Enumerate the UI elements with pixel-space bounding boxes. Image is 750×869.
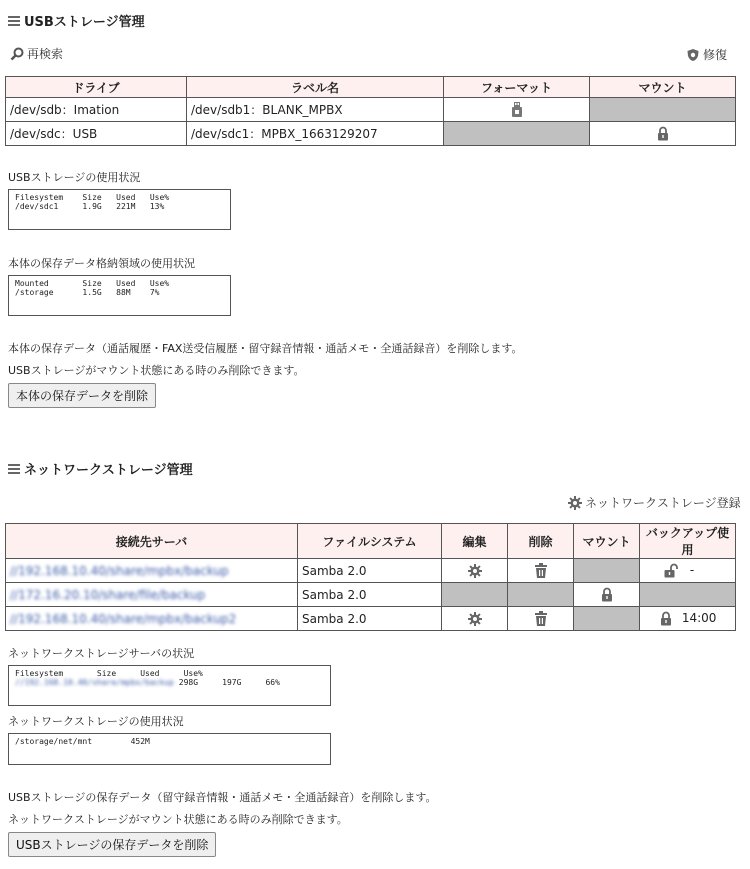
- server-status-values: 298G 197G 66%: [178, 678, 280, 687]
- trash-icon[interactable]: [534, 611, 548, 625]
- mount-cell: [590, 122, 736, 146]
- edit-cell: [442, 607, 508, 631]
- backup-time: -: [689, 563, 695, 577]
- usb-drive-table: [5, 76, 736, 146]
- delete-cell: [508, 607, 574, 631]
- search-icon: [10, 46, 24, 61]
- fs-cell: Samba 2.0: [298, 607, 442, 631]
- server-cell: //172.16.20.10/share/file/backup: [6, 583, 298, 607]
- server-status-path: //192.168.10.40/share/mpbx/backup: [15, 678, 174, 687]
- format-cell: [444, 98, 590, 122]
- col-server: 接続先サーバ: [6, 524, 298, 559]
- delete-cell: [508, 559, 574, 583]
- col-backup: バックアップ使用: [640, 524, 736, 559]
- gear-icon[interactable]: [468, 611, 482, 625]
- col-filesystem: ファイルシステム: [298, 524, 442, 559]
- usb-usage-box: Filesystem Size Used Use% /dev/sdc1 1.9G 221M 13%: [8, 189, 231, 230]
- delete-note-2: USBストレージがマウント状態にある時のみ削除できます。: [8, 364, 305, 377]
- lock-icon[interactable]: [657, 126, 669, 140]
- table-row: [6, 583, 736, 607]
- col-mount: マウント: [590, 77, 736, 98]
- network-delete-note-2: ネットワークストレージがマウント状態にある時のみ削除できます。: [8, 813, 348, 826]
- network-section-title: ネットワークストレージ管理: [8, 459, 193, 478]
- fs-cell: Samba 2.0: [298, 559, 442, 583]
- col-format: フォーマット: [444, 77, 590, 98]
- gear-icon[interactable]: [468, 563, 482, 577]
- usb-section-title: USBストレージ管理: [8, 11, 145, 30]
- network-usage-box: /storage/net/mnt 452M: [8, 733, 331, 765]
- col-label: ラベル名: [187, 77, 444, 98]
- network-usage-title: ネットワークストレージの使用状況: [8, 715, 184, 728]
- drive-cell: /dev/sdc：USB: [6, 122, 187, 146]
- server-status-box: [8, 665, 331, 706]
- unlock-icon[interactable]: [664, 563, 678, 577]
- table-row: [6, 122, 736, 146]
- menu-icon: [8, 16, 20, 26]
- delete-usb-data-button[interactable]: USBストレージの保存データを削除: [8, 832, 216, 857]
- drive-cell: /dev/sdb：Imation: [6, 98, 187, 122]
- backup-cell-disabled: [640, 583, 736, 607]
- gear-icon: [568, 495, 582, 510]
- col-edit: 編集: [442, 524, 508, 559]
- internal-usage-title: 本体の保存データ格納領域の使用状況: [8, 257, 195, 270]
- table-row: [6, 559, 736, 583]
- label-cell: /dev/sdb1：BLANK_MPBX: [187, 98, 444, 122]
- lock-icon[interactable]: [660, 611, 672, 625]
- trash-icon[interactable]: [534, 563, 548, 577]
- edit-cell: [442, 559, 508, 583]
- internal-usage-box: Mounted Size Used Use% /storage 1.5G 88M 7%: [8, 275, 231, 316]
- mount-cell: [574, 583, 640, 607]
- network-delete-note-1: USBストレージの保存データ（留守録音情報・通話メモ・全通話録音）を削除します。: [8, 791, 437, 804]
- mount-cell-disabled: [574, 559, 640, 583]
- backup-cell: [640, 559, 736, 583]
- mount-cell-disabled: [574, 607, 640, 631]
- repair-link[interactable]: 修復: [686, 46, 727, 63]
- server-status-header: Filesystem Size Used Use%: [15, 669, 203, 678]
- delete-cell-disabled: [508, 583, 574, 607]
- network-storage-table: [5, 523, 736, 631]
- col-mount: マウント: [574, 524, 640, 559]
- network-register-link[interactable]: ネットワークストレージ登録: [568, 494, 741, 511]
- delete-note-1: 本体の保存データ（通話履歴・FAX送受信履歴・留守録音情報・通話メモ・全通話録音）を削除します。: [8, 342, 523, 355]
- shield-icon: [686, 47, 700, 62]
- backup-time: 14:00: [681, 611, 717, 625]
- backup-cell: [640, 607, 736, 631]
- lock-icon[interactable]: [601, 587, 613, 601]
- table-row: [6, 607, 736, 631]
- research-link[interactable]: 再検索: [10, 45, 63, 62]
- edit-cell-disabled: [442, 583, 508, 607]
- usb-usage-title: USBストレージの使用状況: [8, 171, 141, 184]
- label-cell: /dev/sdc1：MPBX_1663129207: [187, 122, 444, 146]
- table-row: [6, 98, 736, 122]
- fs-cell: Samba 2.0: [298, 583, 442, 607]
- format-cell-disabled: [444, 122, 590, 146]
- col-drive: ドライブ: [6, 77, 187, 98]
- server-cell: //192.168.10.40/share/mpbx/backup: [6, 559, 298, 583]
- server-status-title: ネットワークストレージサーバの状況: [8, 647, 195, 660]
- mount-cell-disabled: [590, 98, 736, 122]
- delete-internal-data-button[interactable]: 本体の保存データを削除: [8, 383, 156, 408]
- server-cell: //192.168.10.40/share/mpbx/backup2: [6, 607, 298, 631]
- usb-format-icon[interactable]: [511, 102, 523, 116]
- col-delete: 削除: [508, 524, 574, 559]
- menu-icon: [8, 464, 20, 474]
